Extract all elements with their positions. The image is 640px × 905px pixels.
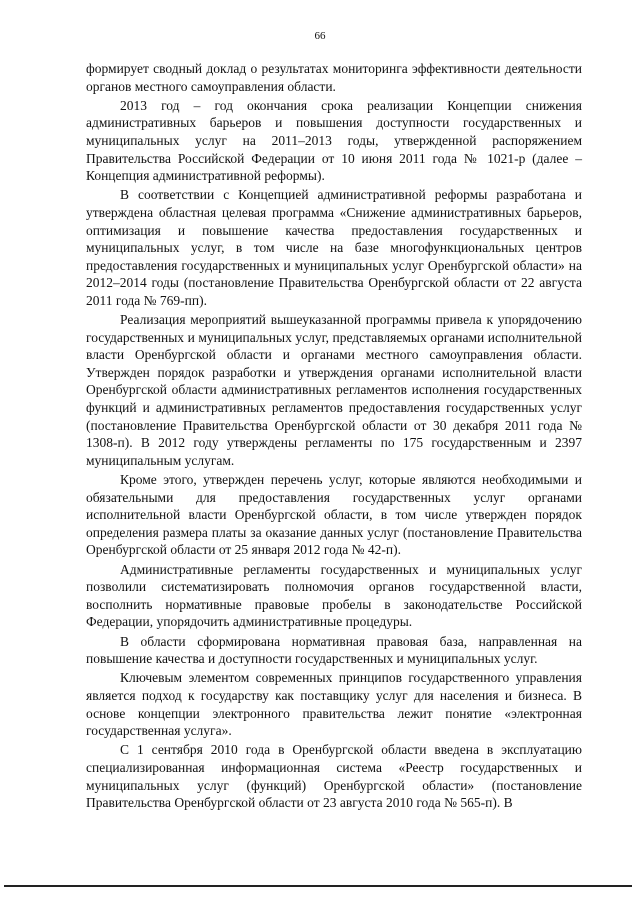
paragraph-1: формирует сводный доклад о результатах мониторинга эффективности деятельности органов местного самоуправления области.: [86, 61, 582, 94]
paragraph-8: Ключевым элементом современных принципов государственного управления является подход к государству как поставщику услуг для населения и бизнеса. В основе концепции электронного правительства лежит понятие «электронная государственная услуга».: [86, 670, 582, 739]
paragraph-9: С 1 сентября 2010 года в Оренбургской области введена в эксплуатацию специализированная информационная система «Реестр государственных и муниципальных услуг (функций) Оренбургской области» (постановление Правительства Оренбургской области от 23 августа 2010 года № 565-п). В: [86, 742, 582, 811]
paragraph-7: В области сформирована нормативная правовая база, направленная на повышение качества и доступности государственных и муниципальных услуг.: [86, 633, 582, 667]
bottom-rule: [4, 885, 632, 887]
paragraph-6: Административные регламенты государственных и муниципальных услуг позволили систематизировать полномочия органов государственной власти, восполнить нормативные правовые пробелы в законодательстве Российской Федерации, упорядочить административные процедуры.: [86, 561, 582, 630]
body-text: [86, 60, 582, 813]
paragraph-4: Реализация мероприятий вышеуказанной программы привела к упорядочению государственных и муниципальных услуг, представляемых органами исполнительной власти Оренбургской области и органами местного самоуправления области. Утвержден порядок разработки и утверждения органами исполнительной власти Оренбургской области административных регламентов исполнения государственных функций и административных регламентов предоставления государственных услуг (постановление Правительства Оренбургской области от 30 декабря 2011 года № 1308-п). В 2012 году утверждены регламенты по 175 государственным и 2397 муниципальным услугам.: [86, 312, 582, 468]
paragraph-2: 2013 год – год окончания срока реализации Концепции снижения административных барьеров и повышения доступности государственных и муниципальных услуг на 2011–2013 годы, утвержденной распоряжением Правительства Российской Федерации от 10 июня 2011 года № 1021-р (далее – Концепция административной реформы).: [86, 97, 582, 184]
paragraph-3: В соответствии с Концепцией административной реформы разработана и утверждена областная целевая программа «Снижение административных барьеров, оптимизация и повышение качества предоставления государственных и муниципальных услуг, в том числе на базе многофункциональных центров предоставления государственных и муниципальных услуг Оренбургской области» на 2012–2014 годы (постановление Правительства Оренбургской области от 22 августа 2011 года № 769-пп).: [86, 187, 582, 308]
page-number: 66: [314, 30, 326, 42]
paragraph-5: Кроме этого, утвержден перечень услуг, которые являются необходимыми и обязательными для предоставления государственных услуг органами исполнительной власти Оренбургской области, в том числе утвержден порядок определения размера платы за оказание данных услуг (постановление Правительства Оренбургской области от 25 января 2012 года № 42-п).: [86, 472, 582, 558]
